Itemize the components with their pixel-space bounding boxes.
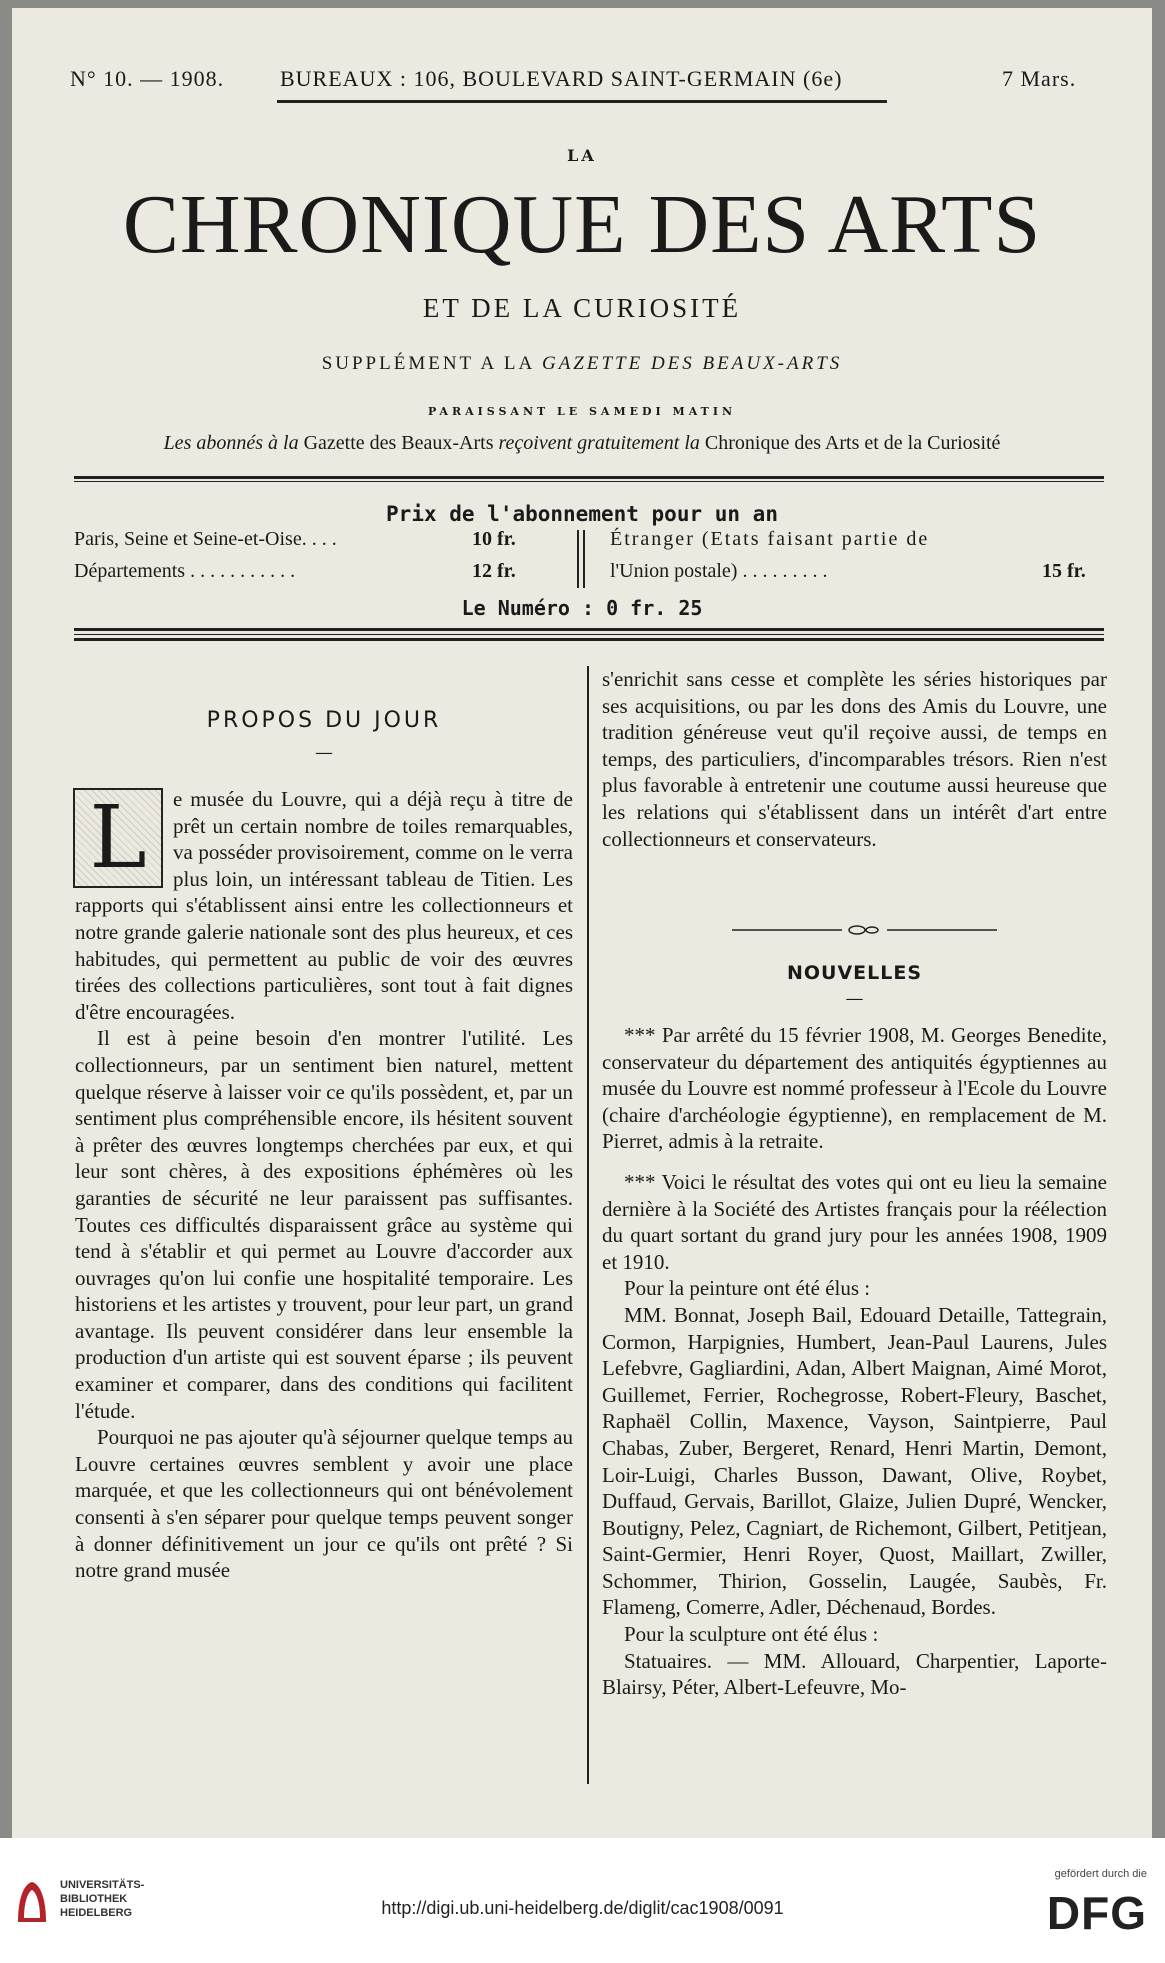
price-divider-2 xyxy=(583,530,585,588)
rule-top xyxy=(74,476,1104,479)
library-line-2: BIBLIOTHEK xyxy=(60,1893,128,1905)
ornament-divider xyxy=(732,924,997,936)
news-item-6: Statuaires. — MM. Allouard, Charpentier, Laporte-Blairsy, Péter, Albert-Lefeuvre, Mo- xyxy=(602,1648,1107,1700)
source-url[interactable]: http://digi.ub.uni-heidelberg.de/diglit/cac1908/0091 xyxy=(381,1898,784,1918)
newspaper-page xyxy=(12,8,1152,1838)
paris-label: Paris, Seine et Seine-et-Oise. . . . xyxy=(74,528,337,550)
nouvelles-title: NOUVELLES xyxy=(786,962,923,984)
subscribers-note xyxy=(12,432,1152,455)
departements-label: Départements . . . . . . . . . . . xyxy=(74,560,296,582)
rule-mid-thin xyxy=(74,634,1104,635)
supplement-prefix: SUPPLÉMENT A LA xyxy=(321,353,542,374)
masthead-title: CHRONIQUE DES ARTS xyxy=(122,178,1042,271)
dfg-logo: DFG xyxy=(1046,1887,1147,1939)
rule-mid xyxy=(74,628,1104,631)
masthead-subtitle: ET DE LA CURIOSITÉ xyxy=(422,293,742,323)
library-line-1: UNIVERSITÄTS- xyxy=(60,1879,145,1891)
news-item-5: Pour la sculpture ont été élus : xyxy=(624,1622,879,1647)
dropcap-letter: L xyxy=(73,788,163,888)
propos-title: PROPOS DU JOUR xyxy=(206,708,442,733)
masthead-la: LA xyxy=(567,146,597,165)
news-item-3: Pour la peinture ont été élus : xyxy=(624,1276,871,1301)
header-line xyxy=(12,66,1152,102)
column-left xyxy=(75,786,573,1584)
nouvelles-dash: — xyxy=(845,988,864,1009)
supplement-line xyxy=(12,353,1152,375)
news-item-4: MM. Bonnat, Joseph Bail, Edouard Detaille, Tattegrain, Cormon, Harpignies, Humbert, Jean-Paul Laurens, Jules Lefebvre, Gagliardini, Adan, Albert Maignan, Aimé Morot, Guillemet, Ferrier, Rochegrosse, Robert-Fleury, Baschet, Raphaël Collin, Maxence, Vayson, Saintpierre, Paul Chabas, Zuber, Bergeret, Renard, Henri Martin, Demont, Loir-Luigi, Charles Busson, Dawant, Olive, Roybet, Duffaud, Gervais, Barillot, Glaize, Julien Dupré, Wencker, Boutigny, Pelez, Cagniart, de Richemont, Gilbert, Petitjean, Saint-Germier, Henri Royer, Quost, Maillart, Zwiller, Schommer, Thirion, Gosselin, Laugée, Saubès, Fr. Flameng, Comerre, Adler, Déchenaud, Bordes. xyxy=(602,1302,1107,1620)
propos-paragraph-1: e musée du Louvre, qui a déjà reçu à titre de prêt un certain nombre de toiles remarquables, va posséder provisoirement, comme on le verra plus loin, un intéressant tableau de Titien. Les rapports qui s'établissent ainsi entre les collectionneurs et notre grande galerie nationale sont des plus heureux, et ces habitudes, qui permettent au public de voir des œuvres tirées des collections particulières, sont tout à fait dignes d'être encouragées. xyxy=(75,787,573,1024)
issue-price: Le Numéro : 0 fr. 25 xyxy=(461,596,703,620)
etranger-price: 15 fr. xyxy=(1042,560,1086,582)
column-right-top xyxy=(602,666,1107,852)
issue-number: N° 10. — 1908. xyxy=(70,66,225,91)
abonnes-part-1: Les abonnés à la xyxy=(163,432,299,454)
column-news xyxy=(602,1022,1107,1701)
paris-price: 10 fr. xyxy=(472,528,516,550)
propos-paragraph-3: Pourquoi ne pas ajouter qu'à séjourner quelque temps au Louvre certaines œuvres semblent y avoir une place marquée, et que les collectionneurs qui ont bénévolement consenti à s'en séparer pour quelque temps peuvent songer à donner définitivement un jour ce qu'ils ont prêté ? Si notre grand musée xyxy=(75,1425,573,1583)
news-item-2: *** Voici le résultat des votes qui ont eu lieu la semaine dernière à la Société des Artistes français pour la réélection du quart sortant du grand jury pour les années 1908, 1909 et 1910. xyxy=(602,1169,1107,1274)
propos-paragraph-2: Il est à peine besoin d'en montrer l'utilité. Les collectionneurs, par un sentiment bien naturel, mettent quelque réserve à laisser voir ce qu'ils possèdent, et, par un sentiment plus compréhensible encore, ils hésitent souvent à prêter des œuvres longtemps cherchées par eux, et qui leur sont chères, à des expositions éphémères où les garanties de sécurité ne leur paraissent pas suffisantes. Toutes ces difficultés disparaissent grâce au système qui tend à s'établir et qui permet au Louvre d'accorder aux ouvrages qu'on lui confie une hospitalité temporaire. Les historiens et les artistes y trouvent, pour leur part, un grand avantage. Ils peuvent considérer dans leur ensemble la production d'un artiste qui est souvent éparse ; ils peuvent examiner et comparer, dans des conditions qui facilitent l'étude. xyxy=(75,1026,573,1423)
publication-day: PARAISSANT LE SAMEDI MATIN xyxy=(427,405,737,418)
header-rule xyxy=(277,100,887,103)
etranger-line-1: Étranger (Etats faisant partie de xyxy=(610,528,930,550)
issue-date: 7 Mars. xyxy=(1002,66,1077,91)
abonnes-part-2: Gazette des Beaux-Arts xyxy=(298,432,499,454)
abonnes-part-3: reçoivent gratuitement la xyxy=(498,432,700,454)
column-divider xyxy=(587,666,589,1784)
subscription-title: Prix de l'abonnement pour un an xyxy=(386,502,778,526)
bureaux-address: BUREAUX : 106, BOULEVARD SAINT-GERMAIN (6e) xyxy=(280,66,843,91)
abonnes-part-4: Chronique des Arts et de la Curiosité xyxy=(699,432,1001,454)
funding-label: gefördert durch die xyxy=(1054,1868,1147,1880)
news-item-1: *** Par arrêté du 15 février 1908, M. Georges Benedite, conservateur du département des antiquités égyptiennes au musée du Louvre est nommé professeur à l'Ecole du Louvre (chaire d'archéologie égyptienne), en remplacement de M. Pierret, admis à la retraite. xyxy=(602,1023,1107,1154)
propos-dash: — xyxy=(315,742,333,763)
supplement-gazette: GAZETTE DES BEAUX-ARTS xyxy=(541,353,843,374)
rule-top-thin xyxy=(74,481,1104,482)
rule-mid-2 xyxy=(74,638,1104,641)
price-divider-1 xyxy=(577,530,579,588)
etranger-line-2: l'Union postale) . . . . . . . . . xyxy=(610,560,828,582)
departements-price: 12 fr. xyxy=(472,560,516,582)
library-line-3: HEIDELBERG xyxy=(60,1907,133,1919)
propos-paragraph-4: s'enrichit sans cesse et complète les séries historiques par ses acquisitions, ou par les dons des Amis du Louvre, une tradition généreuse veut qu'il reçoive aussi, de temps en temps, des particuliers, d'incomparables trésors. Rien n'est plus favorable à entretenir une coutume aussi heureuse que les relations qui s'établissent dans un intérêt d'art entre collectionneurs et conservateurs. xyxy=(602,667,1107,851)
